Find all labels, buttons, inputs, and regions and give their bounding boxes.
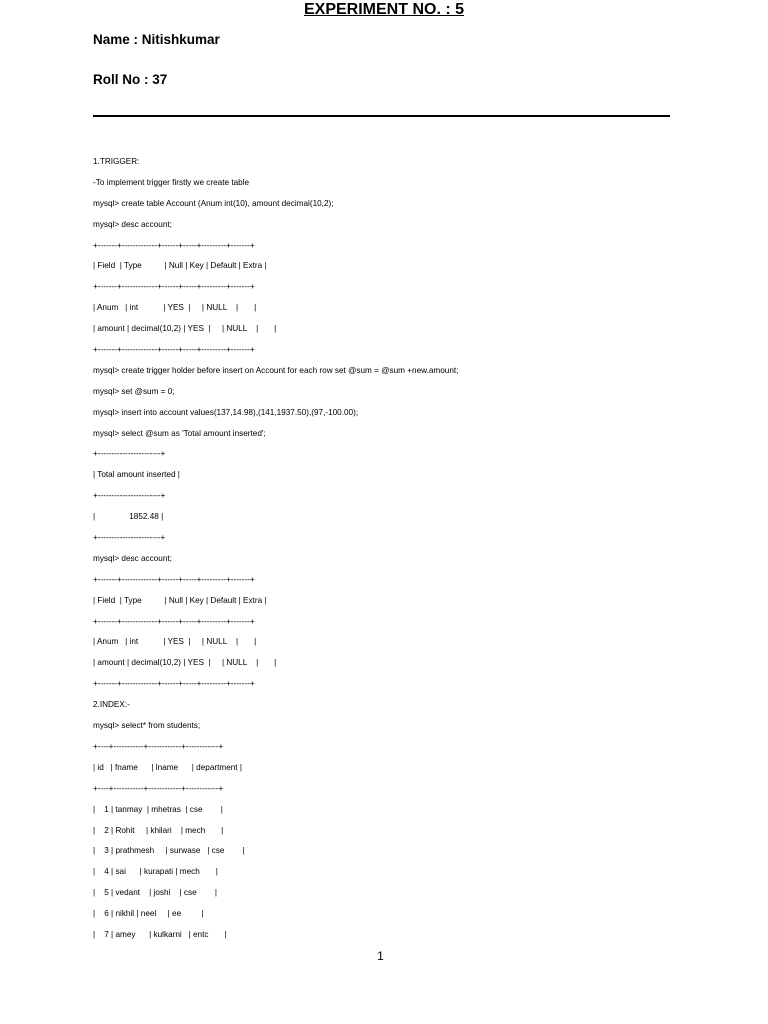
document-line: mysql> select @sum as 'Total amount inserted'; xyxy=(93,428,266,438)
document-body xyxy=(93,155,733,949)
document-line: | 3 | prathmesh | surwase | cse | xyxy=(93,846,245,856)
document-line: | Field | Type | Null | Key | Default | Extra | xyxy=(93,595,267,605)
document-line: mysql> set @sum = 0; xyxy=(93,386,175,396)
document-line: | id | fname | lname | department | xyxy=(93,762,242,772)
document-line: mysql> desc account; xyxy=(93,553,172,563)
student-name: Name : Nitishkumar xyxy=(93,32,220,47)
document-line: +-------+-------------+------+-----+---------+-------+ xyxy=(93,282,255,292)
page-number: 1 xyxy=(377,949,384,963)
document-line: | amount | decimal(10,2) | YES | | NULL | | xyxy=(93,324,277,334)
document-line: | 4 | sai | kurapati | mech | xyxy=(93,867,218,877)
document-line: +-------+-------------+------+-----+---------+-------+ xyxy=(93,240,255,250)
document-line: | amount | decimal(10,2) | YES | | NULL | | xyxy=(93,658,277,668)
document-line: | 5 | vedant | joshi | cse | xyxy=(93,888,217,898)
page-title: EXPERIMENT NO. : 5 xyxy=(303,1,465,18)
header-divider xyxy=(93,115,670,117)
document-line: +-------+-------------+------+-----+---------+-------+ xyxy=(93,345,255,355)
document-line: mysql> create trigger holder before insert on Account for each row set @sum = @sum +new.amount; xyxy=(93,365,459,375)
document-line: +-------+-------------+------+-----+---------+-------+ xyxy=(93,574,255,584)
document-line: 1.TRIGGER: xyxy=(93,157,140,166)
document-line: mysql> desc account; xyxy=(93,219,172,229)
document-line: 2.INDEX:- xyxy=(93,700,130,710)
document-line: -To implement trigger firstly we create table xyxy=(93,177,250,187)
document-line: | Anum | int | YES | | NULL | | xyxy=(93,637,257,647)
document-line: | 6 | nikhil | neel | ee | xyxy=(93,909,204,919)
document-line: +-------+-------------+------+-----+---------+-------+ xyxy=(93,616,255,626)
document-line: +-----------------------+ xyxy=(93,491,166,501)
document-line: | Total amount inserted | xyxy=(93,470,180,480)
document-line: +-----------------------+ xyxy=(93,533,166,543)
document-line: | 1852.48 | xyxy=(93,512,164,522)
document-line: mysql> create table Account (Anum int(10), amount decimal(10,2); xyxy=(93,198,334,208)
document-line: +-----------------------+ xyxy=(93,449,166,459)
document-line: +----+-----------+------------+------------+ xyxy=(93,783,224,793)
document-line: | 1 | tanmay | mhetras | cse | xyxy=(93,804,223,814)
document-line: | 2 | Rohit | khilari | mech | xyxy=(93,825,224,835)
document-line: | Anum | int | YES | | NULL | | xyxy=(93,303,257,313)
roll-number: Roll No : 37 xyxy=(93,72,168,87)
document-line: +-------+-------------+------+-----+---------+-------+ xyxy=(93,679,255,689)
document-line: +----+-----------+------------+------------+ xyxy=(93,741,224,751)
document-line: mysql> insert into account values(137,14.98),(141,1937.50),(97,-100.00); xyxy=(93,407,359,417)
document-line: | Field | Type | Null | Key | Default | Extra | xyxy=(93,261,267,271)
document-line: mysql> select* from students; xyxy=(93,721,201,731)
document-line: | 7 | amey | kulkarni | entc | xyxy=(93,929,227,939)
